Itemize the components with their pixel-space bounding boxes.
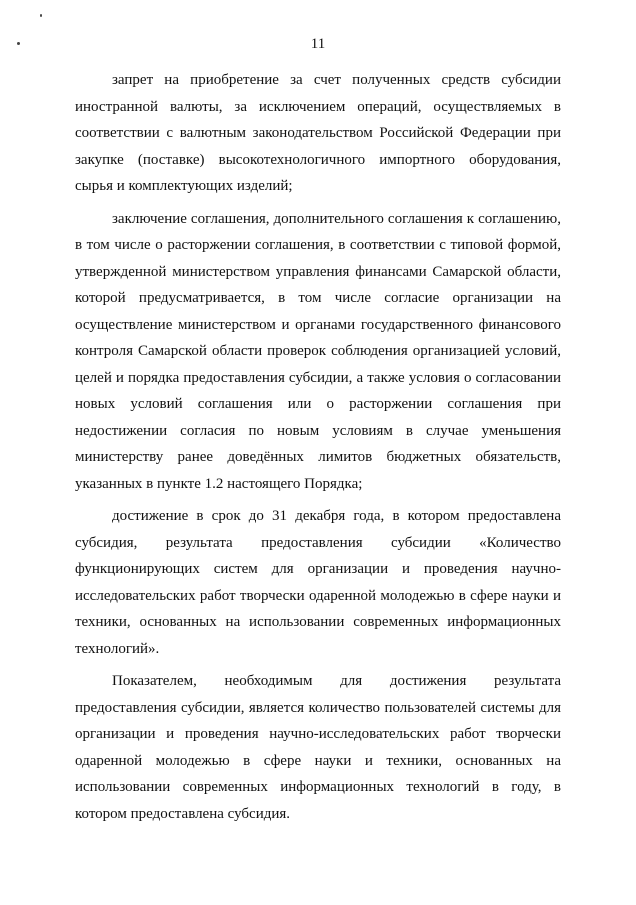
scan-speck [40,14,42,17]
page-number: 11 [310,36,326,52]
document-body [75,67,561,827]
paragraph-currency-restriction: запрет на приобретение за счет полученных средств субсидии иностранной валюты, за исключением операций, осуществляемых в соответствии с валютным законодательством Российской Федерации при закупке (поставке) высокотехнологичного импортного оборудования, сырья и комплектующих изделий; [75,72,561,194]
paragraph-agreement-conclusion: заключение соглашения, дополнительного соглашения к соглашению, в том числе о расторжении соглашения, в соответствии с типовой формой, утвержденной министерством управления финансами Самарской области, которой предусматривается, в том числе согласие организации на осуществление министерством и органами государственного финансового контроля Самарской области проверок соблюдения организацией условий, целей и порядка предоставления субсидии, а также условия о согласовании новых условий соглашения или о расторжении соглашения при недостижении согласия по новым условиям в случае уменьшения министерству ранее доведённых лимитов бюджетных обязательств, указанных в пункте 1.2 настоящего Порядка; [75,210,561,492]
paragraph-indicator: Показателем, необходимым для достижения результата предоставления субсидии, является количество пользователей системы для организации и проведения научно-исследовательских работ творчески одаренной молодежью в сфере науки и техники, основанных на использовании современных информационных технологий в году, в котором предоставлена субсидия. [75,673,561,822]
paragraph-result-achievement: достижение в срок до 31 декабря года, в котором предоставлена субсидия, результата предоставления субсидии «Количество функционирующих систем для организации и проведения научно-исследовательских работ творчески одаренной молодежью в сфере науки и техники, основанных на использовании современных информационных технологий». [75,508,561,657]
